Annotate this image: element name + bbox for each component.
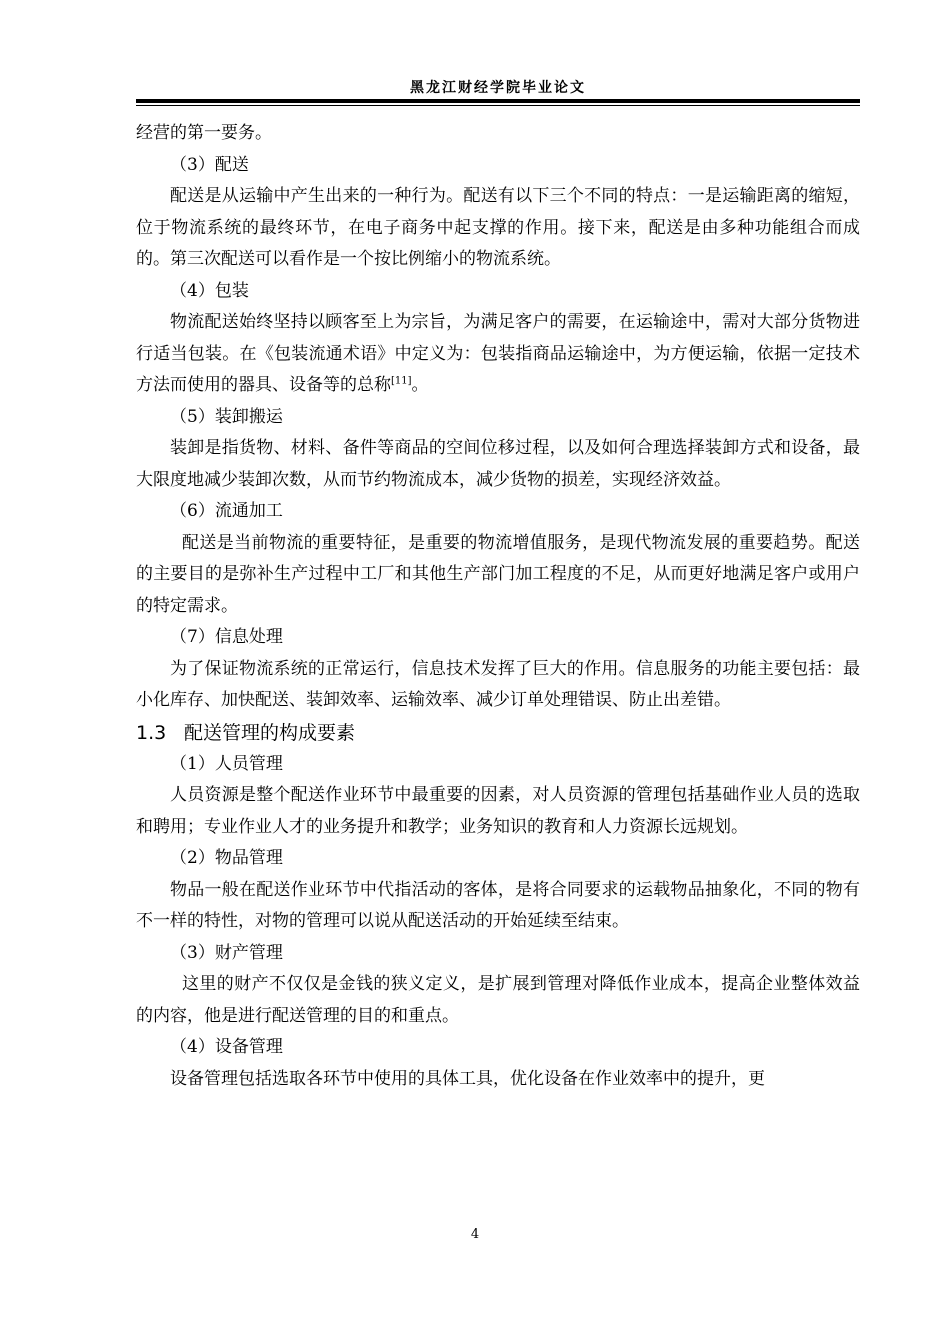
page-header-title: 黑龙江财经学院毕业论文 bbox=[410, 80, 586, 96]
paragraph-continuation: 经营的第一要务。 bbox=[136, 123, 272, 143]
page-number: 4 bbox=[470, 1227, 480, 1242]
paragraph-distribution: 配送是从运输中产生出来的一种行为。配送有以下三个不同的特点：一是运输距离的缩短，位于物流系统的最终环节，在电子商务中起支撑的作用。接下来，配送是由多种功能组合而成的。第三次配送可以看作是一个按比例缩小的物流系统。 bbox=[136, 186, 860, 269]
subheading-handling: （5）装卸搬运 bbox=[170, 406, 283, 427]
subheading-information: （7）信息处理 bbox=[170, 627, 283, 647]
page-body bbox=[136, 118, 860, 1095]
paragraph-personnel: 人员资源是整个配送作业环节中最重要的因素，对人员资源的管理包括基础作业人员的选取和聘用；专业作业人才的业务提升和教学；业务知识的教育和人力资源长远规划。 bbox=[136, 785, 860, 837]
paragraph-information: 为了保证物流系统的正常运行，信息技术发挥了巨大的作用。信息服务的功能主要包括：最小化库存、加快配送、装卸效率、运输效率、减少订单处理错误、防止出差错。 bbox=[136, 658, 860, 710]
paragraph-property: 这里的财产不仅仅是金钱的狭义定义，是扩展到管理对降低作业成本，提高企业整体效益的内容，他是进行配送管理的目的和重点。 bbox=[136, 974, 860, 1026]
paragraph-packaging-text: 物流配送始终坚持以顾客至上为宗旨，为满足客户的需要，在运输途中，需对大部分货物进行适当包装。在《包装流通术语》中定义为：包装指商品运输途中，为方便运输，依据一定技术方法而使用的器具、设备等的总称 bbox=[136, 312, 860, 395]
subheading-processing: （6）流通加工 bbox=[170, 501, 283, 521]
subheading-equipment: （4）设备管理 bbox=[170, 1037, 283, 1057]
subheading-property: （3）财产管理 bbox=[170, 942, 283, 963]
section-heading bbox=[136, 717, 860, 749]
subheading-packaging: （4）包装 bbox=[170, 280, 249, 301]
paragraph-goods: 物品一般在配送作业环节中代指活动的客体，是将合同要求的运载物品抽象化，不同的物有不一样的特性，对物的管理可以说从配送活动的开始延续至结束。 bbox=[136, 879, 860, 931]
header-rule-thick bbox=[136, 99, 860, 103]
subheading-personnel: （1）人员管理 bbox=[170, 753, 283, 774]
section-title: 配送管理的构成要素 bbox=[184, 721, 356, 744]
header-rule-thin bbox=[136, 105, 860, 106]
paragraph-equipment: 设备管理包括选取各环节中使用的具体工具，优化设备在作业效率中的提升，更 bbox=[170, 1068, 765, 1089]
subheading-distribution: （3）配送 bbox=[170, 154, 249, 175]
paragraph-packaging-end: 。 bbox=[411, 375, 429, 395]
paragraph-handling: 装卸是指货物、材料、备件等商品的空间位移过程，以及如何合理选择装卸方式和设备，最大限度地减少装卸次数，从而节约物流成本，减少货物的损差，实现经济效益。 bbox=[136, 438, 860, 490]
paragraph-packaging bbox=[136, 307, 860, 402]
citation-11[interactable]: [11] bbox=[391, 375, 412, 387]
section-number: 1.3 bbox=[136, 721, 167, 744]
subheading-goods: （2）物品管理 bbox=[170, 848, 283, 868]
paragraph-processing: 配送是当前物流的重要特征，是重要的物流增值服务，是现代物流发展的重要趋势。配送的主要目的是弥补生产过程中工厂和其他生产部门加工程度的不足，从而更好地满足客户或用户的特定需求。 bbox=[136, 532, 860, 616]
